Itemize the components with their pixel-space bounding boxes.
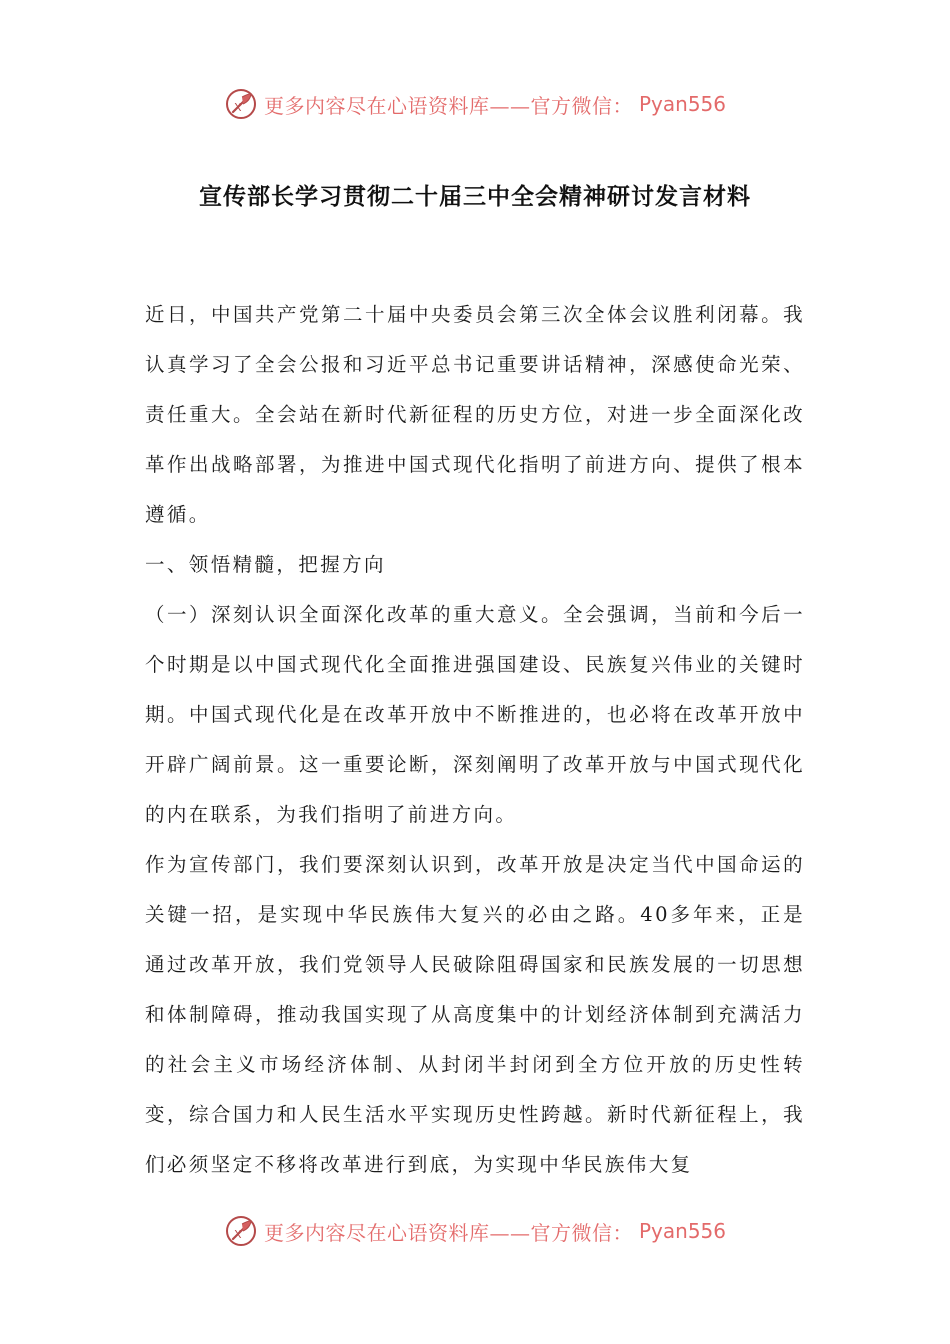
svg-text:X: X <box>233 1228 242 1241</box>
watermark-wechat-id: Pyan556 <box>638 1219 726 1243</box>
subsection-paragraph: （一）深刻认识全面深化改革的重大意义。全会强调，当前和今后一个时期是以中国式现代化全面推进强国建设、民族复兴伟业的关键时期。中国式现代化是在改革开放中不断推进的，也必将在改革开放中开辟广阔前景。这一重要论断，深刻阐明了改革开放与中国式现代化的内在联系，为我们指明了前进方向。 <box>145 603 805 826</box>
footer-watermark <box>0 1211 950 1251</box>
quill-logo-icon <box>224 87 258 121</box>
watermark-slogan: 更多内容尽在心语资料库——官方微信： <box>263 1220 633 1245</box>
section-heading: 一、领悟精髓，把握方向 <box>145 553 386 576</box>
document-body <box>145 290 805 1190</box>
intro-paragraph: 近日，中国共产党第二十届中央委员会第三次全体会议胜利闭幕。我认真学习了全会公报和习近平总书记重要讲话精神，深感使命光荣、责任重大。全会站在新时代新征程的历史方位，对进一步全面深化改革作出战略部署，为推进中国式现代化指明了前进方向、提供了根本遵循。 <box>145 303 805 526</box>
document-title: 宣传部长学习贯彻二十届三中全会精神研讨发言材料 <box>199 184 751 210</box>
body-paragraph: 作为宣传部门，我们要深刻认识到，改革开放是决定当代中国命运的关键一招，是实现中华民族伟大复兴的必由之路。40多年来，正是通过改革开放，我们党领导人民破除阻碍国家和民族发展的一切思想和体制障碍，推动我国实现了从高度集中的计划经济体制到充满活力的社会主义市场经济体制、从封闭半封闭到全方位开放的历史性转变，综合国力和人民生活水平实现历史性跨越。新时代新征程上，我们必须坚定不移将改革进行到底，为实现中华民族伟大复 <box>145 853 805 1176</box>
watermark-slogan: 更多内容尽在心语资料库——官方微信： <box>263 93 633 118</box>
svg-text:X: X <box>233 101 242 114</box>
quill-logo-icon <box>224 1214 258 1248</box>
watermark-wechat-id: Pyan556 <box>638 92 726 116</box>
header-watermark <box>0 84 950 124</box>
